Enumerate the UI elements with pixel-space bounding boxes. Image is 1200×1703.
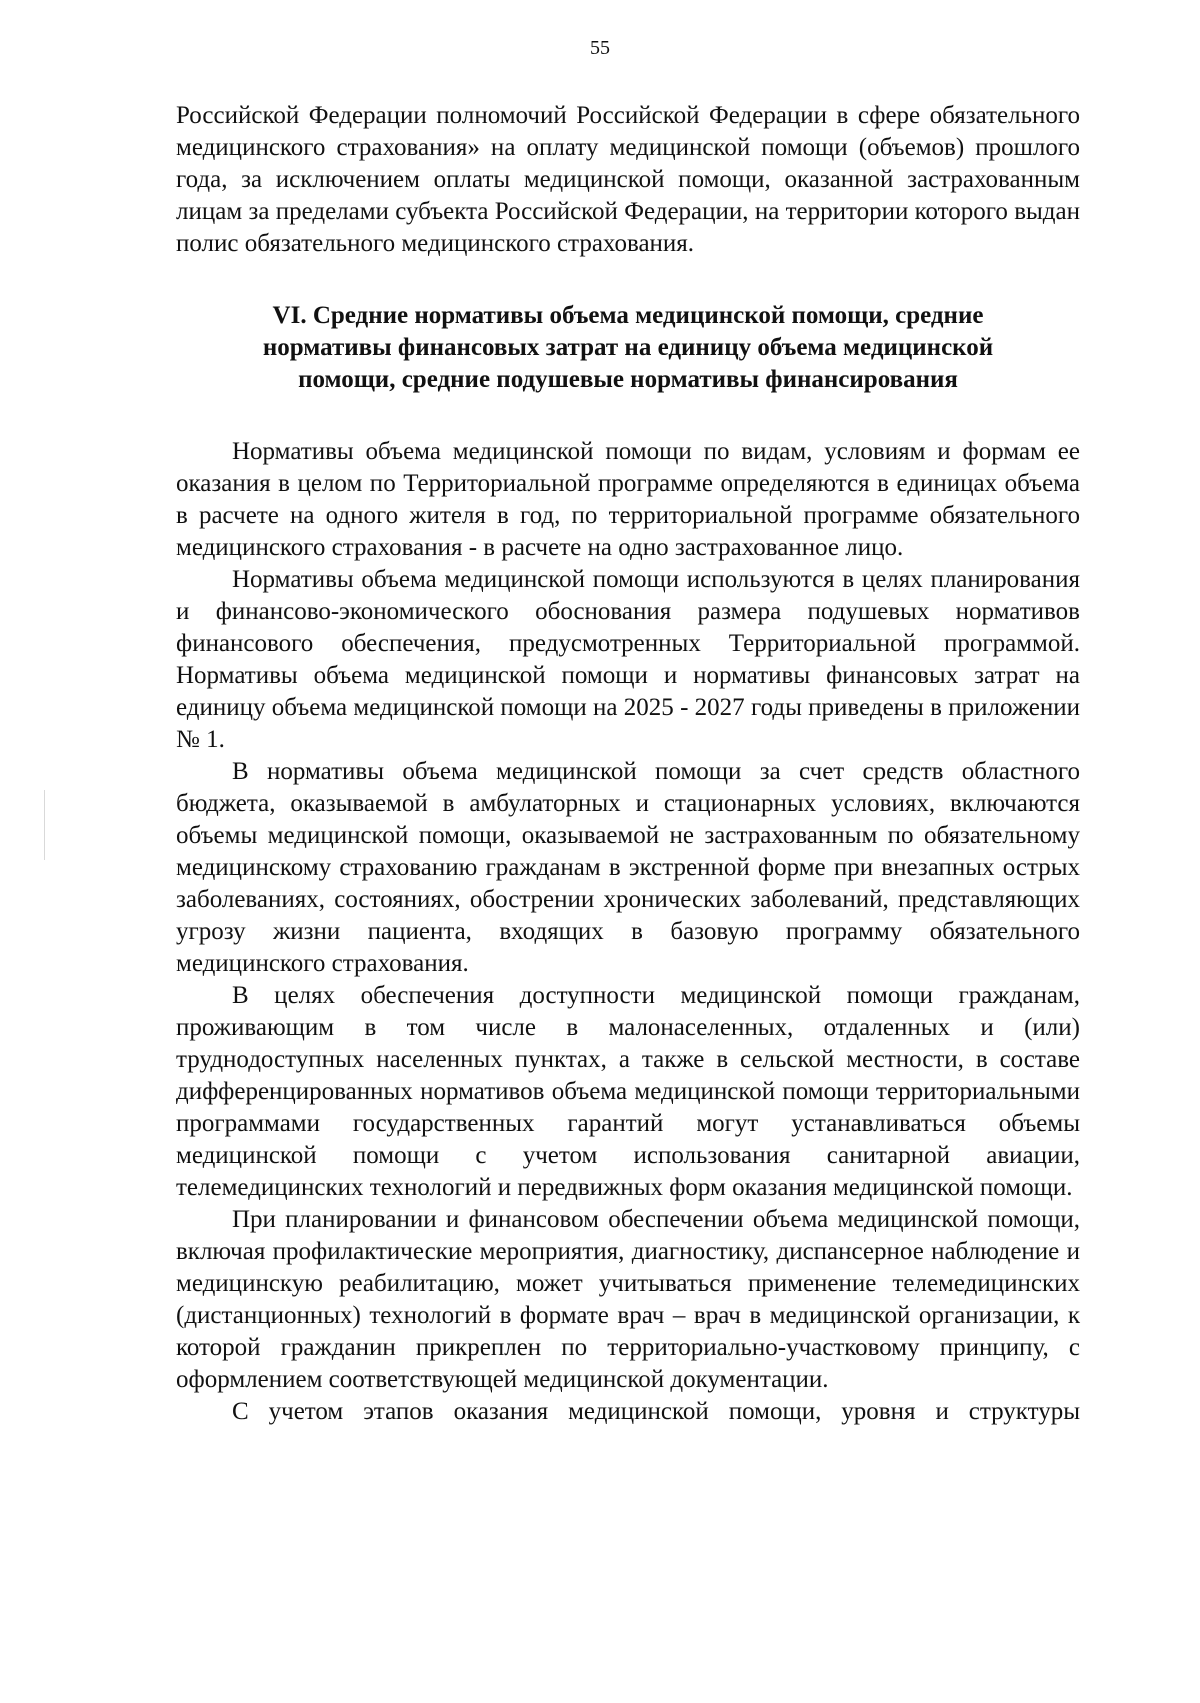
paragraph-stages: С учетом этапов оказания медицинской помощи, уровня и структуры (232, 1398, 1080, 1425)
paragraph-volume-norms: Нормативы объема медицинской помощи по видам, условиям и формам ее оказания в целом по Территориальной программе определяются в единицах объема в расчете на одного жителя в год, по территориальной программе обязательного медицинского страхования - в расчете на одно застрахованное лицо. (176, 438, 1080, 561)
document-body (176, 100, 1080, 1428)
paragraph-regional-budget: В нормативы объема медицинской помощи за счет средств областного бюджета, оказываемой в амбулаторных и стационарных условиях, включаются объемы медицинской помощи, оказываемой не застрахованным по обязательному медицинскому страхованию гражданам в экстренной форме при внезапных острых заболеваниях, состояниях, обострении хронических заболеваний, представляющих угрозу жизни пациента, входящих в базовую программу обязательного медицинского страхования. (176, 758, 1080, 977)
scan-edge-mark (44, 790, 45, 860)
section-heading: VI. Средние нормативы объема медицинской помощи, средние нормативы финансовых затрат на единицу объема медицинской помощи, средние подушевые нормативы финансирования (262, 302, 994, 393)
page-number: 55 (590, 37, 610, 59)
paragraph-telemedicine: При планировании и финансовом обеспечении объема медицинской помощи, включая профилактические мероприятия, диагностику, диспансерное наблюдение и медицинскую реабилитацию, может учитываться применение телемедицинских (дистанционных) технологий в формате врач – врач в медицинской организации, к которой гражданин прикреплен по территориально-участковому принципу, с оформлением соответствующей медицинской документации. (176, 1206, 1080, 1393)
intro-paragraph: Российской Федерации полномочий Российской Федерации в сфере обязательного медицинского страхования» на оплату медицинской помощи (объемов) прошлого года, за исключением оплаты медицинской помощи, оказанной застрахованным лицам за пределами субъекта Российской Федерации, на территории которого выдан полис обязательного медицинского страхования. (176, 102, 1080, 257)
paragraph-accessibility: В целях обеспечения доступности медицинской помощи гражданам, проживающим в том числе в малонаселенных, отдаленных и (или) труднодоступных населенных пунктах, а также в сельской местности, в составе дифференцированных нормативов объема медицинской помощи территориальными программами государственных гарантий могут устанавливаться объемы медицинской помощи с учетом использования санитарной авиации, телемедицинских технологий и передвижных форм оказания медицинской помощи. (176, 982, 1080, 1201)
paragraph-norms-usage: Нормативы объема медицинской помощи используются в целях планирования и финансово-экономического обоснования размера подушевых нормативов финансового обеспечения, предусмотренных Территориальной программой. Нормативы объема медицинской помощи и нормативы финансовых затрат на единицу объема медицинской помощи на 2025 - 2027 годы приведены в приложении № 1. (176, 566, 1080, 753)
